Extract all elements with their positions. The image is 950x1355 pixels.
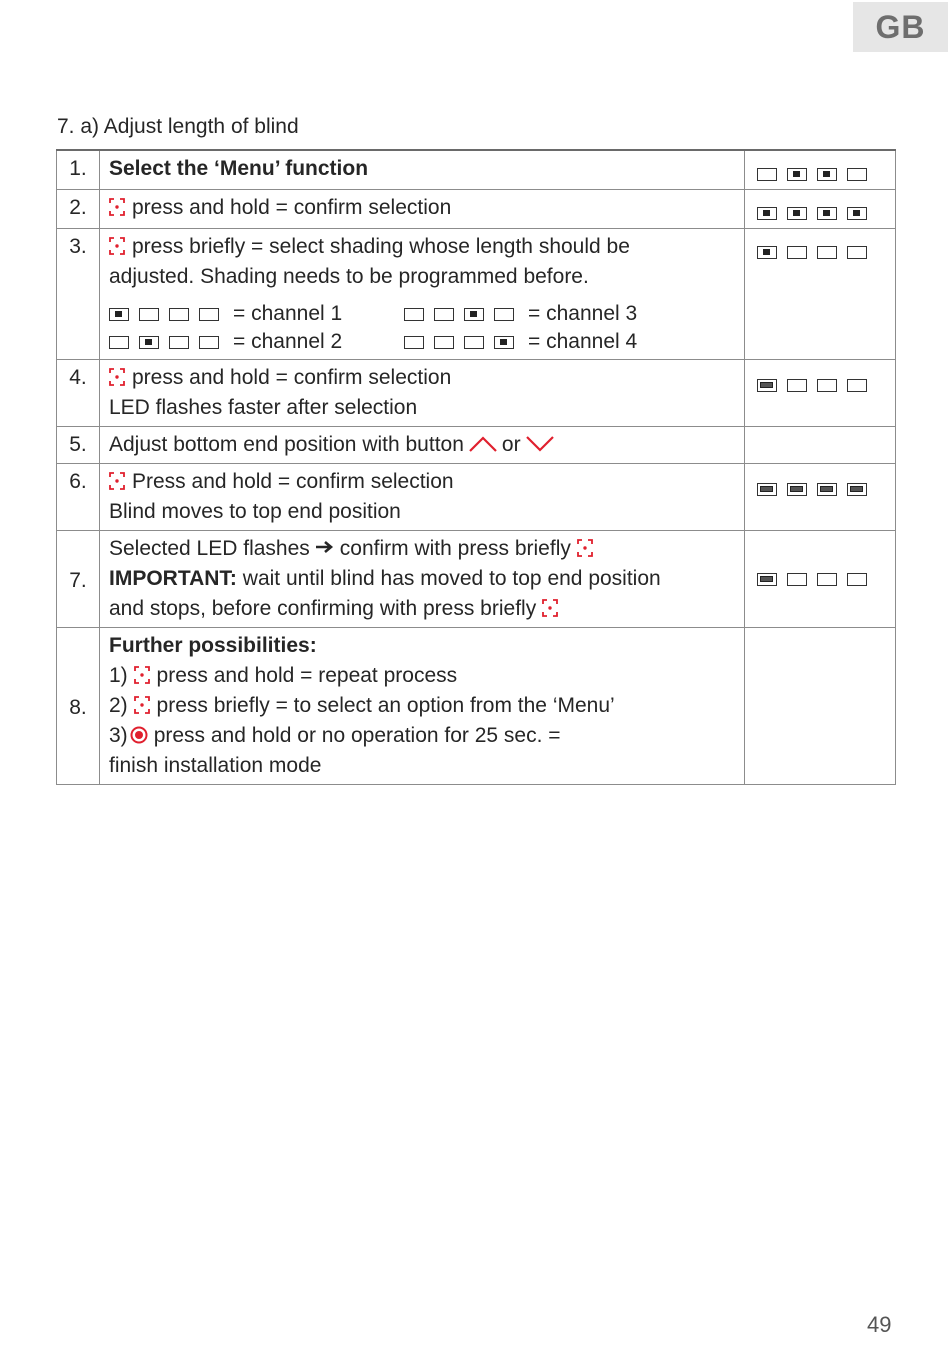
led-off bbox=[847, 246, 867, 259]
led-indicator bbox=[109, 302, 229, 325]
led-off bbox=[787, 246, 807, 259]
led-indicator bbox=[745, 229, 896, 360]
led-on bbox=[494, 336, 514, 349]
led-off bbox=[404, 308, 424, 321]
led-flash bbox=[757, 379, 777, 392]
dashed-square-icon bbox=[109, 237, 125, 255]
dashed-square-icon bbox=[109, 368, 125, 386]
step-number: 7. bbox=[57, 531, 100, 628]
step-text-line: or bbox=[501, 433, 521, 456]
channel-label: = channel 2 bbox=[233, 330, 343, 353]
led-on bbox=[817, 207, 837, 220]
step-number: 3. bbox=[57, 229, 100, 360]
channel-label: = channel 3 bbox=[528, 302, 638, 325]
step-text-line: press and hold = confirm selection bbox=[132, 196, 452, 219]
step-number: 4. bbox=[57, 360, 100, 427]
led-off bbox=[787, 573, 807, 586]
list-item-text: press and hold or no operation for 25 sec. = bbox=[153, 724, 561, 747]
led-indicator bbox=[745, 531, 896, 628]
dashed-square-icon bbox=[109, 198, 125, 216]
step-text bbox=[100, 360, 745, 427]
step-text-line: adjusted. Shading needs to be programmed before. bbox=[109, 265, 589, 288]
led-off bbox=[847, 573, 867, 586]
led-on bbox=[139, 336, 159, 349]
led-off bbox=[464, 336, 484, 349]
led-off bbox=[434, 336, 454, 349]
list-item-number: 3) bbox=[109, 724, 128, 747]
led-off bbox=[199, 336, 219, 349]
led-off bbox=[817, 379, 837, 392]
important-label: IMPORTANT: bbox=[109, 567, 237, 590]
channel-legend bbox=[109, 300, 736, 356]
led-off bbox=[139, 308, 159, 321]
led-on bbox=[817, 168, 837, 181]
step-text-line: confirm with press briefly bbox=[339, 537, 571, 560]
step-text-line: Adjust bottom end position with button bbox=[109, 433, 464, 456]
led-off bbox=[787, 379, 807, 392]
dashed-square-icon bbox=[577, 539, 593, 557]
list-item-text: finish installation mode bbox=[109, 754, 322, 777]
led-off bbox=[494, 308, 514, 321]
step-row-3 bbox=[57, 229, 896, 360]
step-number: 8. bbox=[57, 628, 100, 785]
step-row-5 bbox=[57, 427, 896, 464]
dashed-square-icon bbox=[134, 696, 150, 714]
led-indicator bbox=[109, 330, 229, 353]
led-on bbox=[847, 207, 867, 220]
channel-label: = channel 1 bbox=[233, 302, 343, 325]
channel-label: = channel 4 bbox=[528, 330, 638, 353]
chevron-up-icon bbox=[468, 434, 498, 454]
step-row-8 bbox=[57, 628, 896, 785]
dashed-square-icon bbox=[134, 666, 150, 684]
chevron-down-icon bbox=[525, 434, 555, 454]
led-indicator bbox=[745, 190, 896, 229]
step-number: 1. bbox=[57, 150, 100, 190]
led-on bbox=[787, 168, 807, 181]
step-number: 2. bbox=[57, 190, 100, 229]
led-indicator bbox=[745, 360, 896, 427]
led-off bbox=[847, 379, 867, 392]
led-off bbox=[109, 336, 129, 349]
step-number: 5. bbox=[57, 427, 100, 464]
step-text-line: and stops, before confirming with press briefly bbox=[109, 597, 537, 620]
led-flash bbox=[847, 483, 867, 496]
led-off bbox=[169, 336, 189, 349]
led-flash bbox=[757, 573, 777, 586]
step-text-line: LED flashes faster after selection bbox=[109, 396, 418, 419]
channel-2-legend bbox=[109, 328, 404, 356]
list-item-number: 2) bbox=[109, 694, 128, 717]
language-tab: GB bbox=[853, 2, 948, 52]
step-row-1 bbox=[57, 150, 896, 190]
led-off bbox=[169, 308, 189, 321]
step-number: 6. bbox=[57, 464, 100, 531]
led-off bbox=[817, 573, 837, 586]
led-off bbox=[847, 168, 867, 181]
led-on bbox=[464, 308, 484, 321]
channel-1-legend bbox=[109, 300, 404, 328]
dashed-square-icon bbox=[542, 599, 558, 617]
led-indicator-empty bbox=[745, 427, 896, 464]
record-circle-icon bbox=[130, 726, 148, 744]
led-indicator bbox=[745, 464, 896, 531]
step-text bbox=[100, 628, 745, 785]
led-indicator-empty bbox=[745, 628, 896, 785]
step-text bbox=[100, 531, 745, 628]
step-text-line: Press and hold = confirm selection bbox=[132, 470, 454, 493]
step-row-4 bbox=[57, 360, 896, 427]
step-text bbox=[100, 190, 745, 229]
led-flash bbox=[787, 483, 807, 496]
step-text bbox=[100, 464, 745, 531]
step-text bbox=[100, 229, 745, 360]
led-on bbox=[787, 207, 807, 220]
led-off bbox=[199, 308, 219, 321]
led-indicator bbox=[404, 330, 524, 353]
step-text bbox=[100, 427, 745, 464]
step-row-2 bbox=[57, 190, 896, 229]
led-off bbox=[434, 308, 454, 321]
step-row-7 bbox=[57, 531, 896, 628]
section-title: 7. a) Adjust length of blind bbox=[57, 115, 299, 138]
list-item-number: 1) bbox=[109, 664, 128, 687]
dashed-square-icon bbox=[109, 472, 125, 490]
led-off bbox=[404, 336, 424, 349]
led-on bbox=[757, 246, 777, 259]
further-heading: Further possibilities: bbox=[109, 634, 317, 657]
led-off bbox=[817, 246, 837, 259]
list-item-text: press and hold = repeat process bbox=[156, 664, 458, 687]
channel-3-legend bbox=[404, 300, 684, 328]
step-text: Select the ‘Menu’ function bbox=[100, 150, 745, 190]
page-number: 49 bbox=[867, 1312, 892, 1337]
led-on bbox=[109, 308, 129, 321]
led-flash bbox=[817, 483, 837, 496]
step-text-line: Blind moves to top end position bbox=[109, 500, 401, 523]
list-item-text: press briefly = to select an option from the ‘Menu’ bbox=[156, 694, 615, 717]
instruction-table bbox=[56, 149, 896, 785]
led-flash bbox=[757, 483, 777, 496]
channel-4-legend bbox=[404, 328, 684, 356]
step-text-line: Selected LED flashes bbox=[109, 537, 310, 560]
step-row-6 bbox=[57, 464, 896, 531]
led-indicator bbox=[404, 302, 524, 325]
step-text-line: press and hold = confirm selection bbox=[132, 366, 452, 389]
led-off bbox=[757, 168, 777, 181]
right-arrow-icon bbox=[315, 540, 335, 554]
step-text-line: wait until blind has moved to top end position bbox=[236, 567, 661, 590]
led-indicator bbox=[745, 150, 896, 190]
led-on bbox=[757, 207, 777, 220]
step-text-line: press briefly = select shading whose length should be bbox=[132, 235, 630, 258]
